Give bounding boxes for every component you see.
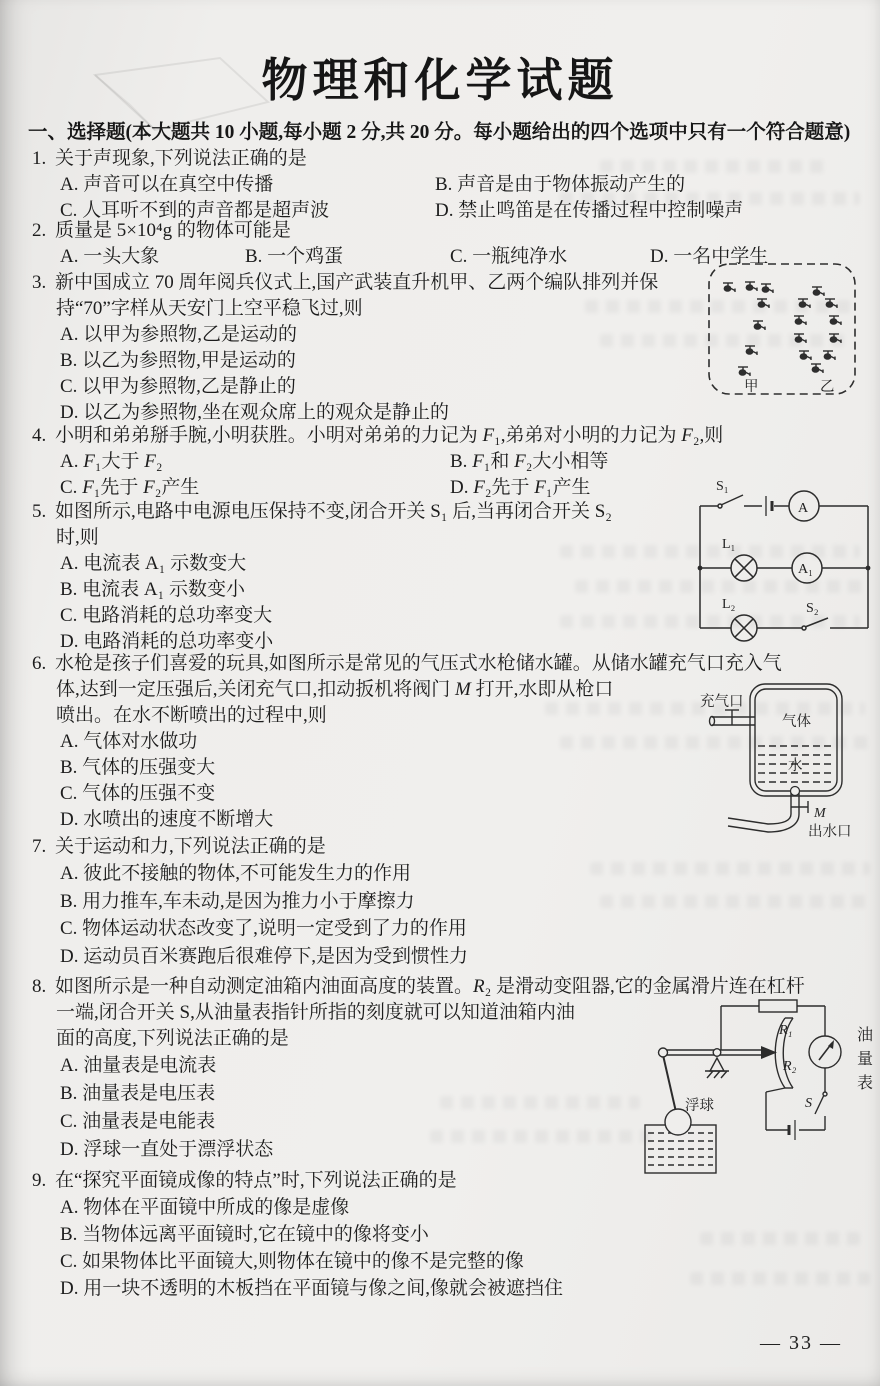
question-stem: 7. 关于运动和力,下列说法正确的是 (32, 834, 862, 860)
helicopter-icon (757, 299, 769, 308)
question-stem: 4. 小明和弟弟掰手腕,小明获胜。小明对弟弟的力记为 F₁,弟弟对小明的力记为 F₂,则 (32, 423, 862, 449)
ammeter-a1-label: A₁ (798, 562, 813, 577)
circuit-label-l2: L₂ (722, 597, 736, 612)
option-a: A. 气体对水做功 (60, 731, 198, 752)
page-number: — 33 — (760, 1332, 842, 1354)
helicopter-icon (829, 334, 841, 343)
watergun-tank-diagram (698, 674, 876, 844)
question-stem: 9. 在“探究平面镜成像的特点”时,下列说法正确的是 (32, 1168, 862, 1194)
option-b: B. 用力推车,车未动,是因为推力小于摩擦力 (60, 890, 415, 912)
watergun-label-outlet: 出水口 (808, 824, 852, 840)
formation-label-jia: 甲 (744, 379, 759, 395)
question-stem: 喷出。在水不断喷出的过程中,则 (56, 705, 327, 726)
option-a: A. 声音可以在真空中传播 (60, 174, 274, 195)
option-c: C. 气体的压强不变 (60, 783, 216, 804)
option-d: D. 禁止鸣笛是在传播过程中控制噪声 (435, 200, 744, 221)
fuelgauge-label-r1: R₁ (779, 1023, 793, 1038)
fuel-gauge-diagram (633, 992, 879, 1192)
helicopter-icon (794, 334, 806, 343)
option-b: B. 以乙为参照物,甲是运动的 (60, 350, 296, 371)
helicopter-icon (745, 346, 757, 355)
helicopter-icon (829, 316, 841, 325)
option-d: D. 用一块不透明的木板挡在平面镜与像之间,像就会被遮挡住 (60, 1278, 563, 1299)
question-number: 4. (32, 425, 47, 446)
option-b: B. 气体的压强变大 (60, 757, 216, 778)
formation-label-yi: 乙 (820, 379, 835, 395)
option-b: B. 当物体远离平面镜时,它在镜中的像将变小 (60, 1224, 429, 1245)
option-a: A. 油量表是电流表 (60, 1055, 217, 1076)
question-number: 9. (32, 1170, 47, 1191)
option-c: C. 以甲为参照物,乙是静止的 (60, 376, 296, 397)
watergun-label-gas: 气体 (782, 714, 811, 730)
watergun-label-water: 水 (788, 758, 803, 774)
ammeter-a-label: A (798, 501, 809, 516)
page-title: 物理和化学试题 (261, 55, 619, 106)
option-c: C. 人耳听不到的声音都是超声波 (60, 200, 330, 221)
question-stem: 持“70”字样从天安门上空平稳飞过,则 (56, 298, 363, 319)
helicopter-icon (812, 287, 824, 296)
question-stem: 面的高度,下列说法正确的是 (56, 1028, 289, 1049)
option-d: D. 运动员百米赛跑后很难停下,是因为受到惯性力 (60, 945, 468, 967)
option-b: B. 电流表 A₁ 示数变小 (60, 579, 246, 600)
question-1 (32, 146, 862, 224)
option-d: D. 浮球一直处于漂浮状态 (60, 1139, 274, 1160)
section-header: 一、选择题(本大题共 10 小题,每小题 2 分,共 20 分。每小题给出的四个选项中只有一个符合题意) (28, 122, 851, 143)
helicopter-icon (799, 351, 811, 360)
option-c: C. 如果物体比平面镜大,则物体在镜中的像不是完整的像 (60, 1251, 524, 1272)
helicopter-formation-diagram (703, 258, 861, 406)
helicopter-icon (823, 351, 835, 360)
question-stem: 3. 新中国成立 70 周年阅兵仪式上,国产武装直升机甲、乙两个编队排列并保 (32, 270, 862, 296)
option-d: D. 一名中学生 (650, 246, 769, 267)
question-number: 7. (32, 836, 47, 857)
option-c: C. 物体运动状态改变了,说明一定受到了力的作用 (60, 918, 467, 939)
question-number: 3. (32, 272, 47, 293)
question-stem: 时,则 (56, 527, 99, 548)
option-a: A. 以甲为参照物,乙是运动的 (60, 324, 297, 345)
helicopter-icon (825, 299, 837, 308)
option-a: A. 物体在平面镜中所成的像是虚像 (60, 1197, 350, 1218)
option-d: D. 水喷出的速度不断增大 (60, 809, 274, 830)
question-number: 6. (32, 653, 47, 674)
svg-text:量: 量 (857, 1051, 874, 1068)
circuit-label-s2: S₂ (806, 601, 819, 616)
option-d: D. F₂先于 F₁产生 (450, 477, 591, 498)
option-b: B. 一个鸡蛋 (245, 246, 344, 267)
circuit-label-s1: S₁ (716, 479, 729, 494)
option-b: B. F₁和 F₂大小相等 (450, 451, 609, 472)
option-a: A. 一头大象 (60, 246, 160, 267)
option-a: A. 电流表 A₁ 示数变大 (60, 553, 247, 574)
option-c: C. 电路消耗的总功率变大 (60, 605, 273, 626)
helicopter-icon (761, 284, 773, 293)
question-stem: 一端,闭合开关 S,从油量表指针所指的刻度就可以知道油箱内油 (56, 1002, 575, 1023)
circuit-label-l1: L₁ (722, 537, 736, 552)
option-b: B. 油量表是电压表 (60, 1083, 216, 1104)
question-stem: 1. 关于声现象,下列说法正确的是 (32, 146, 862, 172)
question-number: 2. (32, 220, 47, 241)
watergun-label-inlet: 充气口 (700, 694, 744, 710)
fuelgauge-label-gauge: 油 (857, 1027, 874, 1044)
question-stem: 2. 质量是 5×10⁴g 的物体可能是 (32, 218, 862, 244)
option-d: D. 以乙为参照物,坐在观众席上的观众是静止的 (60, 402, 449, 423)
option-a: A. F₁大于 F₂ (60, 451, 163, 472)
question-number: 8. (32, 976, 47, 997)
helicopter-icon (723, 283, 735, 292)
option-c: C. 一瓶纯净水 (450, 246, 568, 267)
fuelgauge-label-float: 浮球 (685, 1098, 714, 1114)
circuit-diagram (692, 476, 878, 648)
fuelgauge-label-r2: R₂ (783, 1059, 797, 1074)
option-b: B. 声音是由于物体振动产生的 (435, 174, 686, 195)
svg-text:表: 表 (857, 1075, 874, 1092)
helicopter-icon (798, 299, 810, 308)
option-d: D. 电路消耗的总功率变小 (60, 631, 274, 652)
helicopter-icon (794, 316, 806, 325)
question-stem: 8. 如图所示是一种自动测定油箱内油面高度的装置。R₂ 是滑动变阻器,它的金属滑片连在杠杆 (32, 974, 862, 1000)
option-c: C. 油量表是电能表 (60, 1111, 216, 1132)
option-a: A. 彼此不接触的物体,不可能发生力的作用 (60, 863, 411, 884)
option-c: C. F₁先于 F₂产生 (60, 477, 200, 498)
helicopter-icon (753, 321, 765, 330)
question-number: 1. (32, 148, 47, 169)
question-7 (32, 834, 862, 970)
helicopter-icon (738, 367, 750, 376)
helicopter-icon (745, 282, 757, 291)
question-stem: 5. 如图所示,电路中电源电压保持不变,闭合开关 S₁ 后,当再闭合开关 S₂ (32, 499, 862, 525)
question-stem: 体,达到一定压强后,关闭充气口,扣动扳机将阀门 M 打开,水即从枪口 (56, 679, 614, 700)
fuelgauge-label-switch: S (805, 1096, 812, 1111)
question-number: 5. (32, 501, 47, 522)
question-stem: 6. 水枪是孩子们喜爱的玩具,如图所示是常见的气压式水枪储水罐。从储水罐充气口充入气 (32, 651, 862, 677)
watergun-label-valve-m: M (814, 806, 826, 821)
helicopter-icon (811, 364, 823, 373)
question-9 (32, 1168, 862, 1302)
